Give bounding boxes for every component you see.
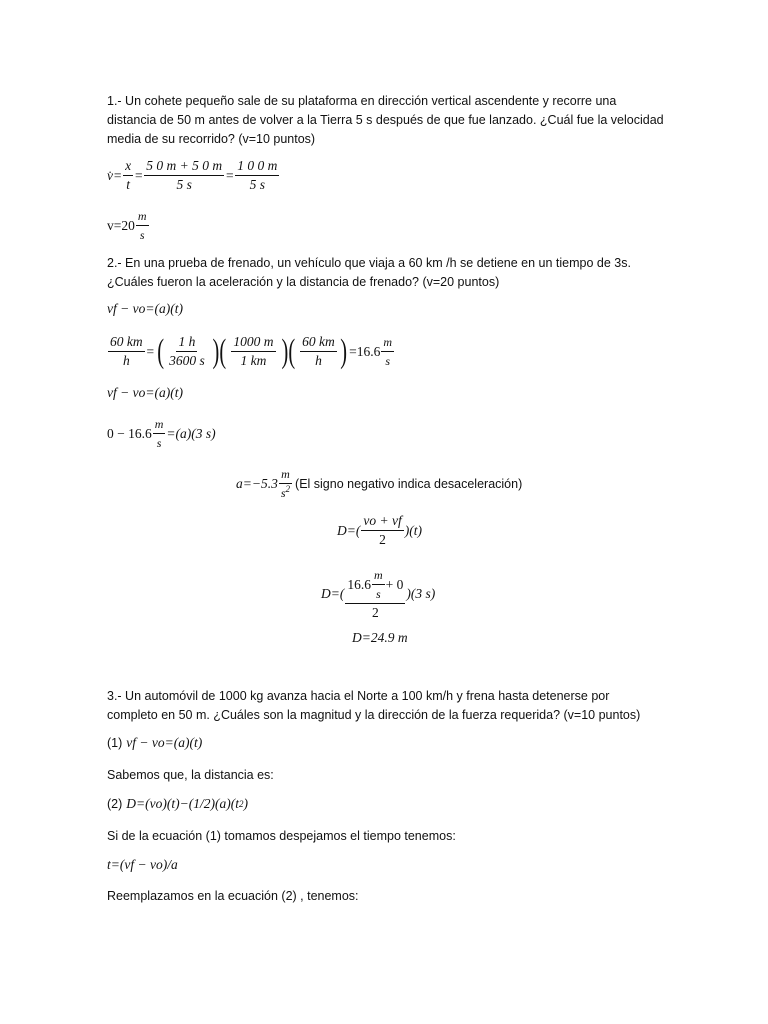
p1-equation-result: v=20 $\frac{m}{s}$ [107,209,147,242]
p3-text-1: Sabemos que, la distancia es: [107,768,274,782]
p2-equation-acceleration: a=−5.3 $\frac{m}{s^2}$ (El signo negativo indica desaceleración) [236,467,523,500]
p3-question-line-2: completo en 50 m. ¿Cuáles son la magnitud y la dirección de la fuerza requerida? (v=10 puntos) [107,708,641,722]
p2-question-line-1: 2.- En una prueba de frenado, un vehículo que viaja a 60 km /h se detiene en un tiempo de 3s. [107,256,631,270]
p3-text-2: Si de la ecuación (1) tomamos despejamos el tiempo tenemos: [107,829,456,843]
p2-equation-distance-result: D=24.9 m [352,630,408,645]
p3-equation-1: (1) vf − vo=(a)(t) [107,735,203,750]
p1-question-line-3: media de su recorrido? (v=10 puntos) [107,132,316,146]
p2-equation-3: vf − vo=(a)(t) [107,385,183,400]
p2-equation-distance-substitution: D=( 16.6 $\frac{m}{s}$ + 0 2 )(3 s) [321,568,436,620]
p2-equation-conversion: $\frac{60 km}{h}$ = ( $\frac{1 h}{3600 s}$ )( $\frac{1000 m}{1 km}$ )( $\frac{60 km}{h}$ ) =16.6 $\frac{m}{s}$ [110,332,393,370]
p3-question-line-1: 3.- Un automóvil de 1000 kg avanza hacia el Norte a 100 km/h y frena hasta detenerse por [107,689,610,703]
p1-equation-velocity: v̇= $\frac{x}{t}$ = $\frac{5 0 m + 5 0 m}{5 s}$ = $\frac{1 0 0 m}{5 s}$ [107,158,278,192]
p2-equation-1: vf − vo=(a)(t) [107,301,183,316]
p3-equation-3: t=(vf − vo)/a [107,857,178,872]
p2-acceleration-note: (El signo negativo indica desaceleración) [295,476,523,491]
p2-question-line-2: ¿Cuáles fueron la aceleración y la distancia de frenado? (v=20 puntos) [107,275,500,289]
p3-equation-2: (2) D=(vo)(t)−(1/2)(a)(t 2 ) [107,796,248,811]
p2-equation-distance-formula: D=( $\frac{vo + vf}{2}$ )(t) [337,513,422,547]
p1-question-line-1: 1.- Un cohete pequeño sale de su plataforma en dirección vertical ascendente y recorre una [107,94,617,108]
p2-equation-4: 0 − 16.6 $\frac{m}{s}$ =(a)(3 s) [107,417,216,450]
p3-text-3: Reemplazamos en la ecuación (2) , tenemos: [107,889,359,903]
p1-question-line-2: distancia de 50 m antes de volver a la Tierra 5 s después de que fue lanzado. ¿Cuál fue la velocidad [107,113,664,127]
